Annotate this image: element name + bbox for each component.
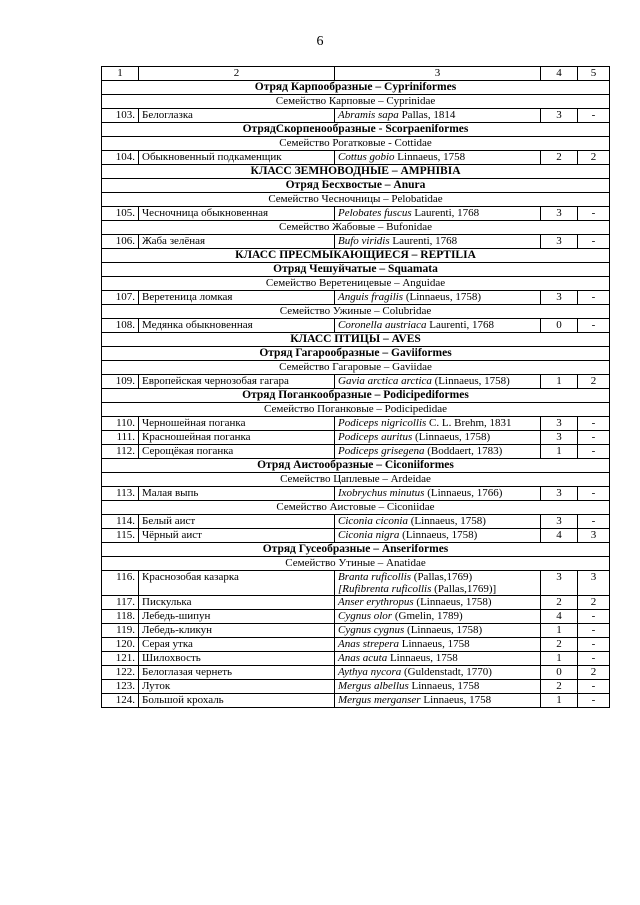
- species-row: [102, 596, 610, 610]
- species-row: [102, 666, 610, 680]
- family-row: [102, 137, 610, 151]
- species-author: Linnaeus, 1758: [408, 680, 480, 692]
- status-category-alt: -: [578, 319, 610, 333]
- species-number: 108.: [102, 319, 139, 333]
- taxon-heading-row: [102, 347, 610, 361]
- species-latin-name: Mergus albellus: [338, 680, 409, 692]
- species-latin-name: Ciconia nigra: [338, 529, 400, 541]
- family-row: [102, 305, 610, 319]
- species-author: (Linnaeus, 1758): [404, 624, 483, 636]
- status-category-alt: 2: [578, 375, 610, 389]
- species-latin-name: Cygnus olor: [338, 610, 393, 622]
- species-number: 103.: [102, 109, 139, 123]
- status-category: 2: [541, 151, 578, 165]
- status-category: 1: [541, 694, 578, 708]
- status-category: 0: [541, 666, 578, 680]
- species-latin-name: Mergus merganser: [338, 694, 421, 706]
- species-row: [102, 431, 610, 445]
- species-russian-name: Малая выпь: [139, 487, 335, 501]
- species-author: C. L. Brehm, 1831: [426, 417, 512, 429]
- species-number: 110.: [102, 417, 139, 431]
- species-latin-name: Anas strepera: [338, 638, 400, 650]
- species-latin-cell: [335, 529, 541, 543]
- family-heading: Семейство Цаплевые – Ardeidae: [102, 473, 610, 487]
- species-russian-name: Лебедь-шипун: [139, 610, 335, 624]
- family-row: [102, 277, 610, 291]
- status-category-alt: -: [578, 207, 610, 221]
- family-row: [102, 403, 610, 417]
- taxon-heading-row: [102, 81, 610, 95]
- species-latin-cell: [335, 596, 541, 610]
- status-category: 3: [541, 291, 578, 305]
- species-number: 105.: [102, 207, 139, 221]
- species-latin-name: Anas acuta: [338, 652, 388, 664]
- status-category-alt: -: [578, 638, 610, 652]
- species-latin-name: Coronella austriaca: [338, 319, 427, 331]
- species-latin-name: Branta ruficollis: [338, 571, 412, 583]
- species-number: 113.: [102, 487, 139, 501]
- status-category: 3: [541, 515, 578, 529]
- family-row: [102, 361, 610, 375]
- species-russian-name: Обыкновенный подкаменщик: [139, 151, 335, 165]
- species-latin-name: Podiceps auritus: [338, 431, 413, 443]
- species-russian-name: Веретеница ломкая: [139, 291, 335, 305]
- species-russian-name: Лебедь-кликун: [139, 624, 335, 638]
- species-latin-cell: [335, 624, 541, 638]
- species-row: [102, 610, 610, 624]
- species-row: [102, 207, 610, 221]
- species-row: [102, 487, 610, 501]
- species-number: 118.: [102, 610, 139, 624]
- family-heading: Семейство Аистовые – Ciconiidae: [102, 501, 610, 515]
- status-category-alt: 3: [578, 529, 610, 543]
- species-latin-name: Abramis sapa: [338, 109, 399, 121]
- species-latin-cell: [335, 375, 541, 389]
- status-category: 3: [541, 417, 578, 431]
- species-number: 111.: [102, 431, 139, 445]
- column-number-3: 3: [335, 67, 541, 81]
- species-russian-name: Белоглазка: [139, 109, 335, 123]
- species-number: 121.: [102, 652, 139, 666]
- species-author: Laurenti, 1768: [411, 207, 480, 219]
- species-row: [102, 319, 610, 333]
- family-row: [102, 473, 610, 487]
- taxon-heading: ОтрядСкорпенообразные - Scorpaeniformes: [102, 123, 610, 137]
- status-category-alt: -: [578, 624, 610, 638]
- species-synonym-author: (Pallas,1769)]: [431, 583, 497, 595]
- taxon-heading: Отряд Аистообразные – Ciconiiformes: [102, 459, 610, 473]
- species-row: [102, 694, 610, 708]
- family-row: [102, 501, 610, 515]
- column-number-2: 2: [139, 67, 335, 81]
- species-russian-name: Медянка обыкновенная: [139, 319, 335, 333]
- taxon-heading-row: [102, 123, 610, 137]
- species-row: [102, 445, 610, 459]
- species-russian-name: Краснозобая казарка: [139, 571, 335, 596]
- species-russian-name: Луток: [139, 680, 335, 694]
- family-row: [102, 221, 610, 235]
- species-latin-cell: [335, 207, 541, 221]
- family-heading: Семейство Утиные – Anatidae: [102, 557, 610, 571]
- species-latin-cell: [335, 610, 541, 624]
- status-category-alt: -: [578, 109, 610, 123]
- species-author: (Linnaeus, 1758): [403, 291, 481, 303]
- status-category-alt: -: [578, 417, 610, 431]
- species-row: [102, 515, 610, 529]
- taxon-heading: Отряд Гусеобразные – Anseriformes: [102, 543, 610, 557]
- species-author: Laurenti, 1768: [426, 319, 495, 331]
- species-number: 122.: [102, 666, 139, 680]
- species-russian-name: Чёрный аист: [139, 529, 335, 543]
- column-number-1: 1: [102, 67, 139, 81]
- family-row: [102, 193, 610, 207]
- status-category: 1: [541, 375, 578, 389]
- taxon-heading: КЛАСС ПРЕСМЫКАЮЩИЕСЯ – REPTILIA: [102, 249, 610, 263]
- species-number: 116.: [102, 571, 139, 596]
- family-heading: Семейство Карповые – Cyprinidae: [102, 95, 610, 109]
- species-latin-name: Pelobates fuscus: [338, 207, 412, 219]
- species-number: 112.: [102, 445, 139, 459]
- species-author: Laurenti, 1768: [389, 235, 458, 247]
- species-russian-name: Чесночница обыкновенная: [139, 207, 335, 221]
- species-author: Linnaeus, 1758: [394, 151, 466, 163]
- species-author: (Pallas,1769): [411, 571, 473, 583]
- species-row: [102, 235, 610, 249]
- species-row: [102, 680, 610, 694]
- species-russian-name: Черношейная поганка: [139, 417, 335, 431]
- status-category-alt: -: [578, 235, 610, 249]
- family-row: [102, 95, 610, 109]
- taxon-heading: КЛАСС ПТИЦЫ – AVES: [102, 333, 610, 347]
- species-russian-name: Красношейная поганка: [139, 431, 335, 445]
- family-heading: Семейство Рогатковые - Cottidae: [102, 137, 610, 151]
- species-row: [102, 624, 610, 638]
- species-author: (Linnaeus, 1758): [412, 431, 491, 443]
- species-latin-name: Cottus gobio: [338, 151, 395, 163]
- species-latin-cell: [335, 652, 541, 666]
- status-category: 4: [541, 529, 578, 543]
- status-category-alt: 2: [578, 666, 610, 680]
- status-category-alt: -: [578, 694, 610, 708]
- species-row: [102, 529, 610, 543]
- species-number: 117.: [102, 596, 139, 610]
- species-russian-name: Серая утка: [139, 638, 335, 652]
- status-category: 1: [541, 445, 578, 459]
- species-number: 124.: [102, 694, 139, 708]
- species-latin-name: Cygnus cygnus: [338, 624, 405, 636]
- taxon-heading: Отряд Гагарообразные – Gaviiformes: [102, 347, 610, 361]
- species-number: 114.: [102, 515, 139, 529]
- status-category-alt: -: [578, 652, 610, 666]
- species-number: 120.: [102, 638, 139, 652]
- species-russian-name: Большой крохаль: [139, 694, 335, 708]
- species-russian-name: Европейская чернозобая гагара: [139, 375, 335, 389]
- column-number-4: 4: [541, 67, 578, 81]
- family-row: [102, 557, 610, 571]
- species-russian-name: Шилохвость: [139, 652, 335, 666]
- species-number: 104.: [102, 151, 139, 165]
- page-number: 6: [316, 34, 324, 49]
- species-russian-name: Белоглазая чернеть: [139, 666, 335, 680]
- species-row: [102, 151, 610, 165]
- status-category: 1: [541, 652, 578, 666]
- species-latin-cell: [335, 515, 541, 529]
- status-category-alt: 2: [578, 596, 610, 610]
- species-row: [102, 291, 610, 305]
- taxon-heading-row: [102, 249, 610, 263]
- species-number: 119.: [102, 624, 139, 638]
- species-author: (Linnaeus, 1766): [424, 487, 503, 499]
- status-category-alt: -: [578, 487, 610, 501]
- species-latin-name: Bufo viridis: [338, 235, 390, 247]
- family-heading: Семейство Жабовые – Bufonidae: [102, 221, 610, 235]
- species-author: (Guldenstadt, 1770): [401, 666, 492, 678]
- species-table: [101, 66, 610, 708]
- taxon-heading-row: [102, 543, 610, 557]
- family-heading: Семейство Чесночницы – Pelobatidae: [102, 193, 610, 207]
- status-category: 3: [541, 109, 578, 123]
- taxon-heading: Отряд Бесхвостые – Anura: [102, 179, 610, 193]
- species-latin-cell: [335, 638, 541, 652]
- column-number-5: 5: [578, 67, 610, 81]
- species-number: 107.: [102, 291, 139, 305]
- species-number: 106.: [102, 235, 139, 249]
- species-latin-cell: [335, 235, 541, 249]
- species-row: [102, 375, 610, 389]
- family-heading: Семейство Ужиные – Colubridae: [102, 305, 610, 319]
- status-category-alt: 2: [578, 151, 610, 165]
- taxon-heading-row: [102, 389, 610, 403]
- taxon-heading-row: [102, 333, 610, 347]
- taxon-heading: Отряд Поганкообразные – Podicipediformes: [102, 389, 610, 403]
- species-number: 109.: [102, 375, 139, 389]
- taxon-heading: Отряд Чешуйчатые – Squamata: [102, 263, 610, 277]
- species-author: Linnaeus, 1758: [420, 694, 492, 706]
- species-latin-name: Anser erythropus: [338, 596, 414, 608]
- species-russian-name: Пискулька: [139, 596, 335, 610]
- species-latin-cell: [335, 694, 541, 708]
- status-category: 0: [541, 319, 578, 333]
- species-row: [102, 638, 610, 652]
- species-latin-name: Ixobrychus minutus: [338, 487, 425, 499]
- status-category: 1: [541, 624, 578, 638]
- species-author: (Linnaeus, 1758): [413, 596, 492, 608]
- species-latin-name: Anguis fragilis: [338, 291, 404, 303]
- taxon-heading-row: [102, 179, 610, 193]
- species-author: Linnaeus, 1758: [387, 652, 458, 664]
- status-category: 3: [541, 207, 578, 221]
- species-latin-name: Ciconia ciconia: [338, 515, 408, 527]
- species-author: (Linnaeus, 1758): [431, 375, 510, 387]
- species-author: (Gmelin, 1789): [392, 610, 463, 622]
- status-category: 2: [541, 680, 578, 694]
- family-heading: Семейство Гагаровые – Gaviidae: [102, 361, 610, 375]
- species-russian-name: Жаба зелёная: [139, 235, 335, 249]
- species-latin-cell: [335, 487, 541, 501]
- species-author: Pallas, 1814: [398, 109, 456, 121]
- status-category-alt: -: [578, 610, 610, 624]
- species-row: [102, 417, 610, 431]
- family-heading: Семейство Поганковые – Podicipedidae: [102, 403, 610, 417]
- species-number: 115.: [102, 529, 139, 543]
- taxon-heading: Отряд Карпообразные – Cypriniformes: [102, 81, 610, 95]
- species-row: [102, 571, 610, 596]
- family-heading: Семейство Веретеницевые – Anguidae: [102, 277, 610, 291]
- species-latin-name: Gavia arctica arctica: [338, 375, 432, 387]
- species-latin-cell: [335, 417, 541, 431]
- status-category: 3: [541, 431, 578, 445]
- status-category: 3: [541, 571, 578, 596]
- species-latin-cell: [335, 109, 541, 123]
- status-category: 4: [541, 610, 578, 624]
- taxon-heading-row: [102, 263, 610, 277]
- status-category: 3: [541, 235, 578, 249]
- status-category-alt: 3: [578, 571, 610, 596]
- species-latin-cell: [335, 571, 541, 596]
- species-latin-name: Aythya nycora: [338, 666, 402, 678]
- status-category: 3: [541, 487, 578, 501]
- species-latin-cell: [335, 151, 541, 165]
- species-author: (Linnaeus, 1758): [407, 515, 486, 527]
- status-category-alt: -: [578, 445, 610, 459]
- species-latin-cell: [335, 291, 541, 305]
- taxon-heading: КЛАСС ЗЕМНОВОДНЫЕ – AMPHIBIA: [102, 165, 610, 179]
- species-row: [102, 652, 610, 666]
- species-synonym-name: [Rufibrenta ruficollis: [338, 583, 432, 595]
- species-row: [102, 109, 610, 123]
- species-latin-cell: [335, 319, 541, 333]
- species-number: 123.: [102, 680, 139, 694]
- species-latin-name: Podiceps nigricollis: [338, 417, 427, 429]
- species-latin-cell: [335, 666, 541, 680]
- taxon-heading-row: [102, 459, 610, 473]
- species-author: (Boddaert, 1783): [424, 445, 503, 457]
- status-category-alt: -: [578, 680, 610, 694]
- species-author: (Linnaeus, 1758): [399, 529, 478, 541]
- status-category-alt: -: [578, 431, 610, 445]
- status-category-alt: -: [578, 291, 610, 305]
- column-number-row: [102, 67, 610, 81]
- status-category: 2: [541, 638, 578, 652]
- species-latin-cell: [335, 431, 541, 445]
- species-russian-name: Белый аист: [139, 515, 335, 529]
- status-category-alt: -: [578, 515, 610, 529]
- species-russian-name: Серощёкая поганка: [139, 445, 335, 459]
- species-latin-cell: [335, 445, 541, 459]
- taxon-heading-row: [102, 165, 610, 179]
- status-category: 2: [541, 596, 578, 610]
- species-latin-cell: [335, 680, 541, 694]
- species-author: Linnaeus, 1758: [399, 638, 470, 650]
- species-latin-name: Podiceps grisegena: [338, 445, 425, 457]
